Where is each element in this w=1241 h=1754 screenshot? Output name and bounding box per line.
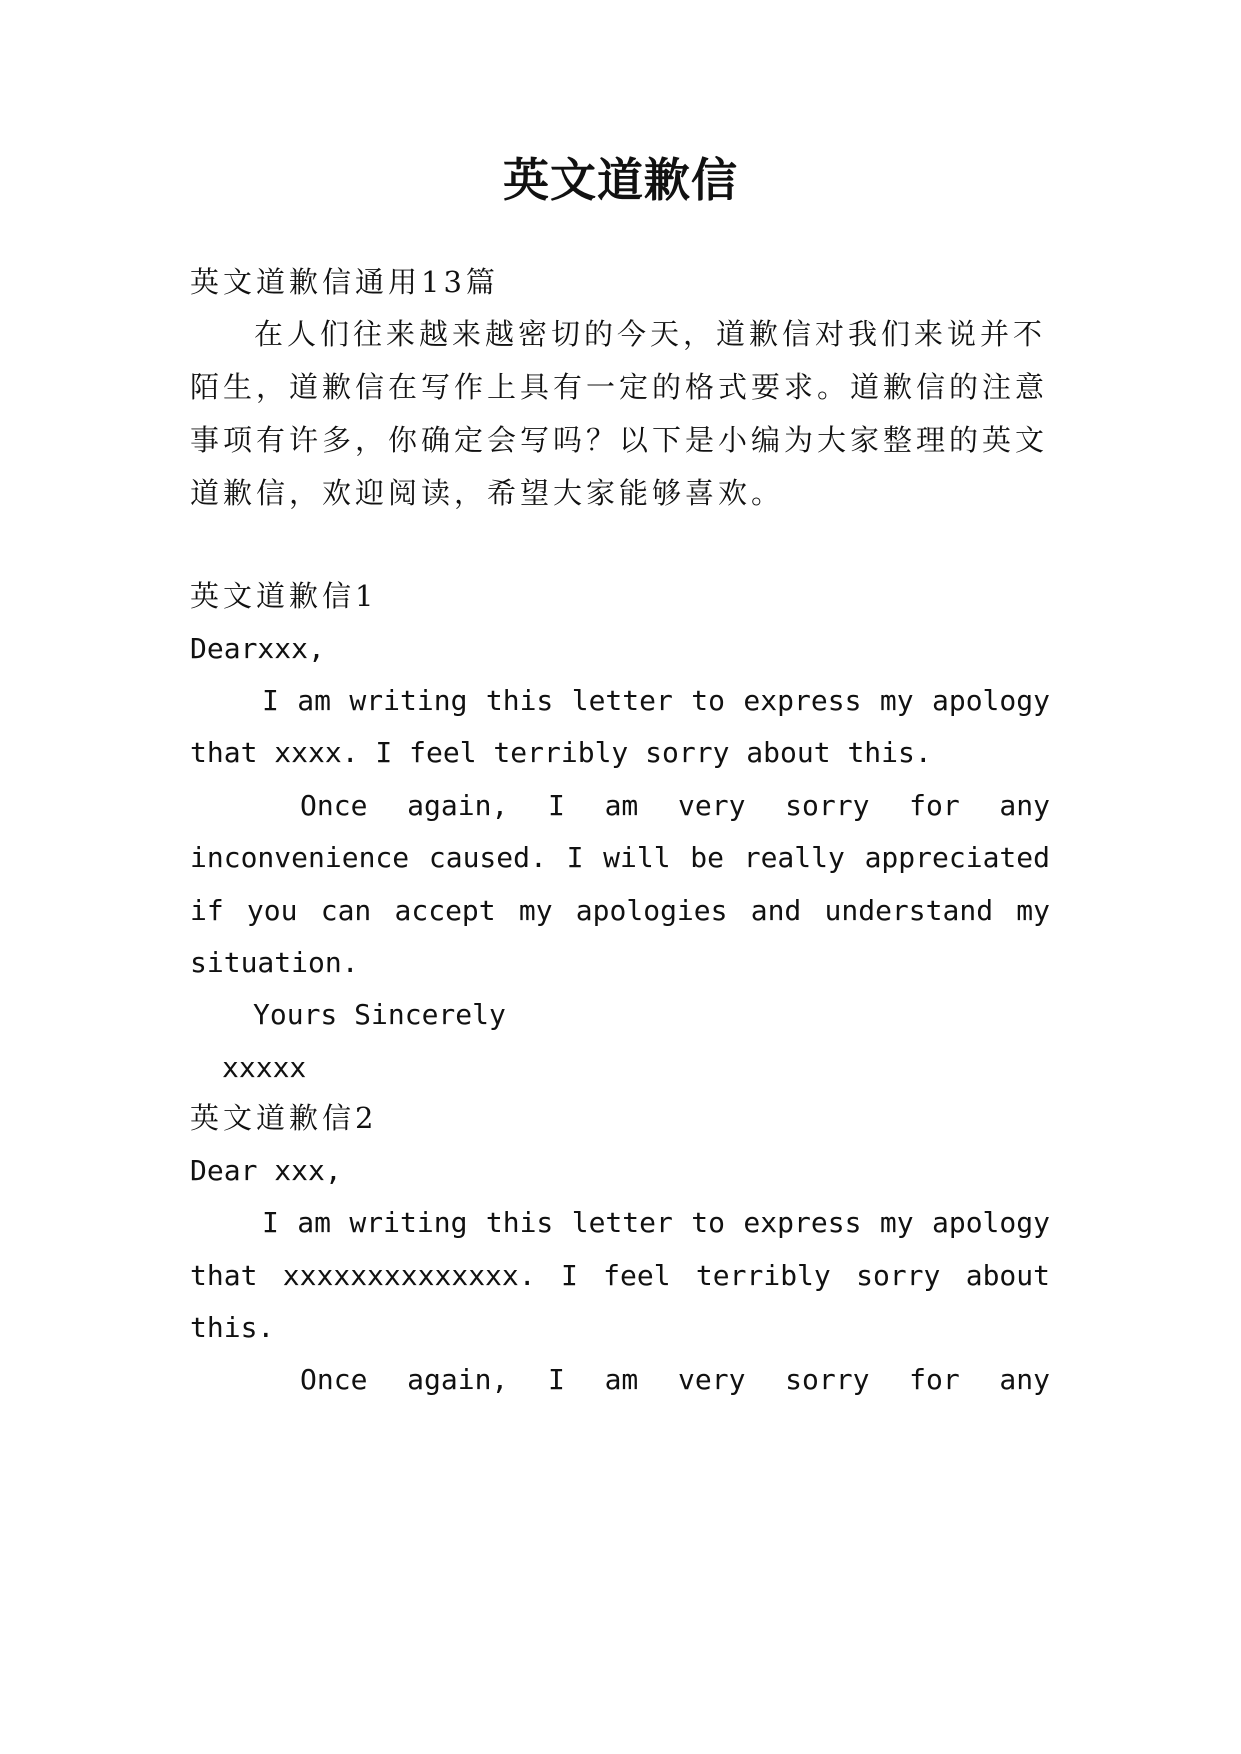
letter-body-line: that xxxxxxxxxxxxxx. I feel terribly sorry about [190, 1259, 1050, 1292]
letter-signature: xxxxx [222, 1051, 307, 1084]
intro-line: 道歉信，欢迎阅读，希望大家能够喜欢。 [190, 476, 785, 510]
intro-line: 在人们往来越来越密切的今天，道歉信对我们来说并不 [254, 317, 1047, 351]
letter-body-line: Once again, I am very sorry for any [300, 1363, 1050, 1396]
intro-line: 陌生，道歉信在写作上具有一定的格式要求。道歉信的注意 [190, 370, 1049, 404]
document-title: 英文道歉信 [503, 153, 738, 207]
letter-heading: 英文道歉信2 [190, 1101, 378, 1135]
letter-body-line: Once again, I am very sorry for any [300, 789, 1050, 822]
letter-salutation: Dear xxx, [190, 1154, 342, 1187]
letter-body-line: I am writing this letter to express my apology [262, 684, 1050, 717]
subtitle: 英文道歉信通用13篇 [190, 265, 499, 299]
letter-body-line: if you can accept my apologies and understand my [190, 894, 1050, 927]
letter-body-line: that xxxx. I feel terribly sorry about this. [190, 736, 932, 769]
letter-body-line: situation. [190, 946, 359, 979]
letter-body-line: this. [190, 1311, 275, 1344]
intro-line: 事项有许多，你确定会写吗？以下是小编为大家整理的英文 [190, 423, 1049, 457]
letter-closing: Yours Sincerely [253, 998, 506, 1031]
letter-salutation: Dearxxx, [190, 632, 325, 665]
letter-body-line: inconvenience caused. I will be really appreciated [190, 841, 1050, 874]
letter-heading: 英文道歉信1 [190, 579, 378, 613]
letter-body-line: I am writing this letter to express my apology [262, 1206, 1050, 1239]
